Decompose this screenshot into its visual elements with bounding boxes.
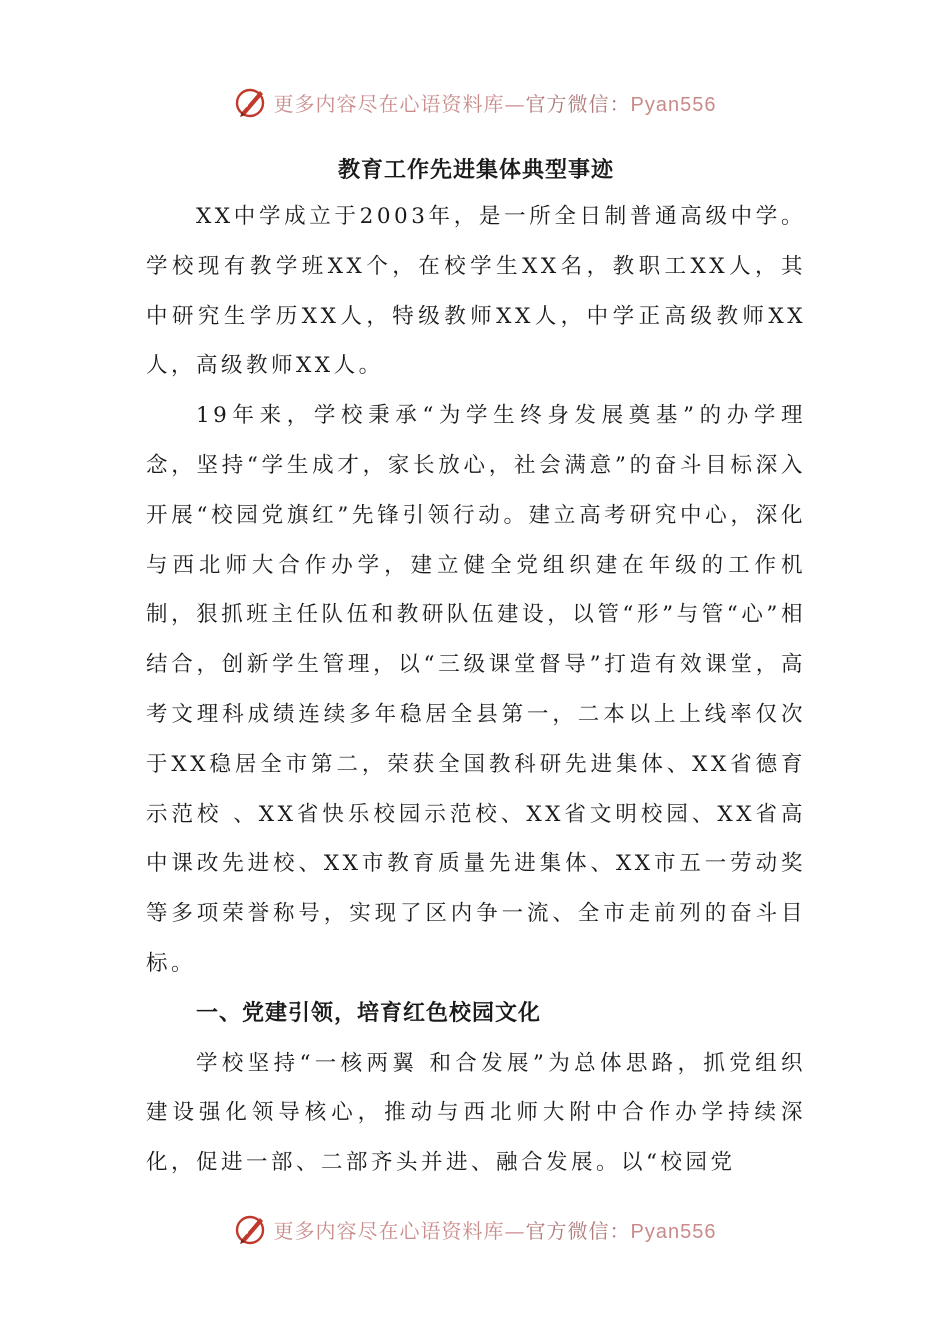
watermark-dash: — (504, 91, 526, 116)
watermark-main-text: 更多内容尽在心语资料库 (273, 91, 505, 116)
section-1-paragraph: 学校坚持“一核两翼 和合发展”为总体思路，抓党组织建设强化领导核心，推动与西北师大附中合作办学持续深化，促进一部、二部齐头并进、融合发展。以“校园党 (146, 1050, 806, 1176)
watermark-text (274, 1215, 717, 1244)
history-paragraph: 19年来，学校秉承“为学生终身发展奠基”的办学理念，坚持“学生成才，家长放心，社会满意”的奋斗目标深入开展“校园党旗红”先锋引领行动。建立高考研究中心，深化与西北师大合作办学，建立健全党组织建在年级的工作机制，狠抓班主任队伍和教研队伍建设，以管“形”与管“心”相结合，创新学生管理，以“三级课堂督导”打造有效课堂，高考文理科成绩连续多年稳居全县第一，二本以上上线率仅次于XX稳居全市第二，荣获全国教科研先进集体、XX省德育示范校 、XX省快乐校园示范校、XX省文明校园、XX省高中课改先进校、XX市教育质量先进集体、XX市五一劳动奖等多项荣誉称号，实现了区内争一流、全市走前列的奋斗目标。 (146, 403, 806, 976)
intro-paragraph: XX中学成立于2003年，是一所全日制普通高级中学。学校现有教学班XX个，在校学生XX名，教职工XX人，其中研究生学历XX人，特级教师XX人，中学正高级教师XX人，高级教师XX人。 (146, 204, 806, 379)
watermark-wechat-id: Pyan556 (630, 1220, 717, 1243)
document-body (146, 150, 806, 1188)
footer-watermark-banner (0, 1209, 950, 1249)
section-heading-1: 一、党建引领，培育红色校园文化 (196, 1000, 542, 1026)
watermark-wechat-label: 官方微信： (525, 1218, 631, 1243)
watermark-wechat-id: Pyan556 (630, 93, 717, 116)
watermark-text (274, 88, 717, 117)
document-title: 教育工作先进集体典型事迹 (337, 158, 614, 183)
watermark-main-text: 更多内容尽在心语资料库 (273, 1218, 505, 1243)
watermark-dash: — (504, 1218, 526, 1243)
watermark-wechat-label: 官方微信： (525, 91, 631, 116)
header-watermark-banner (0, 82, 950, 122)
pen-logo-icon (234, 1212, 268, 1246)
pen-logo-icon (234, 85, 268, 119)
